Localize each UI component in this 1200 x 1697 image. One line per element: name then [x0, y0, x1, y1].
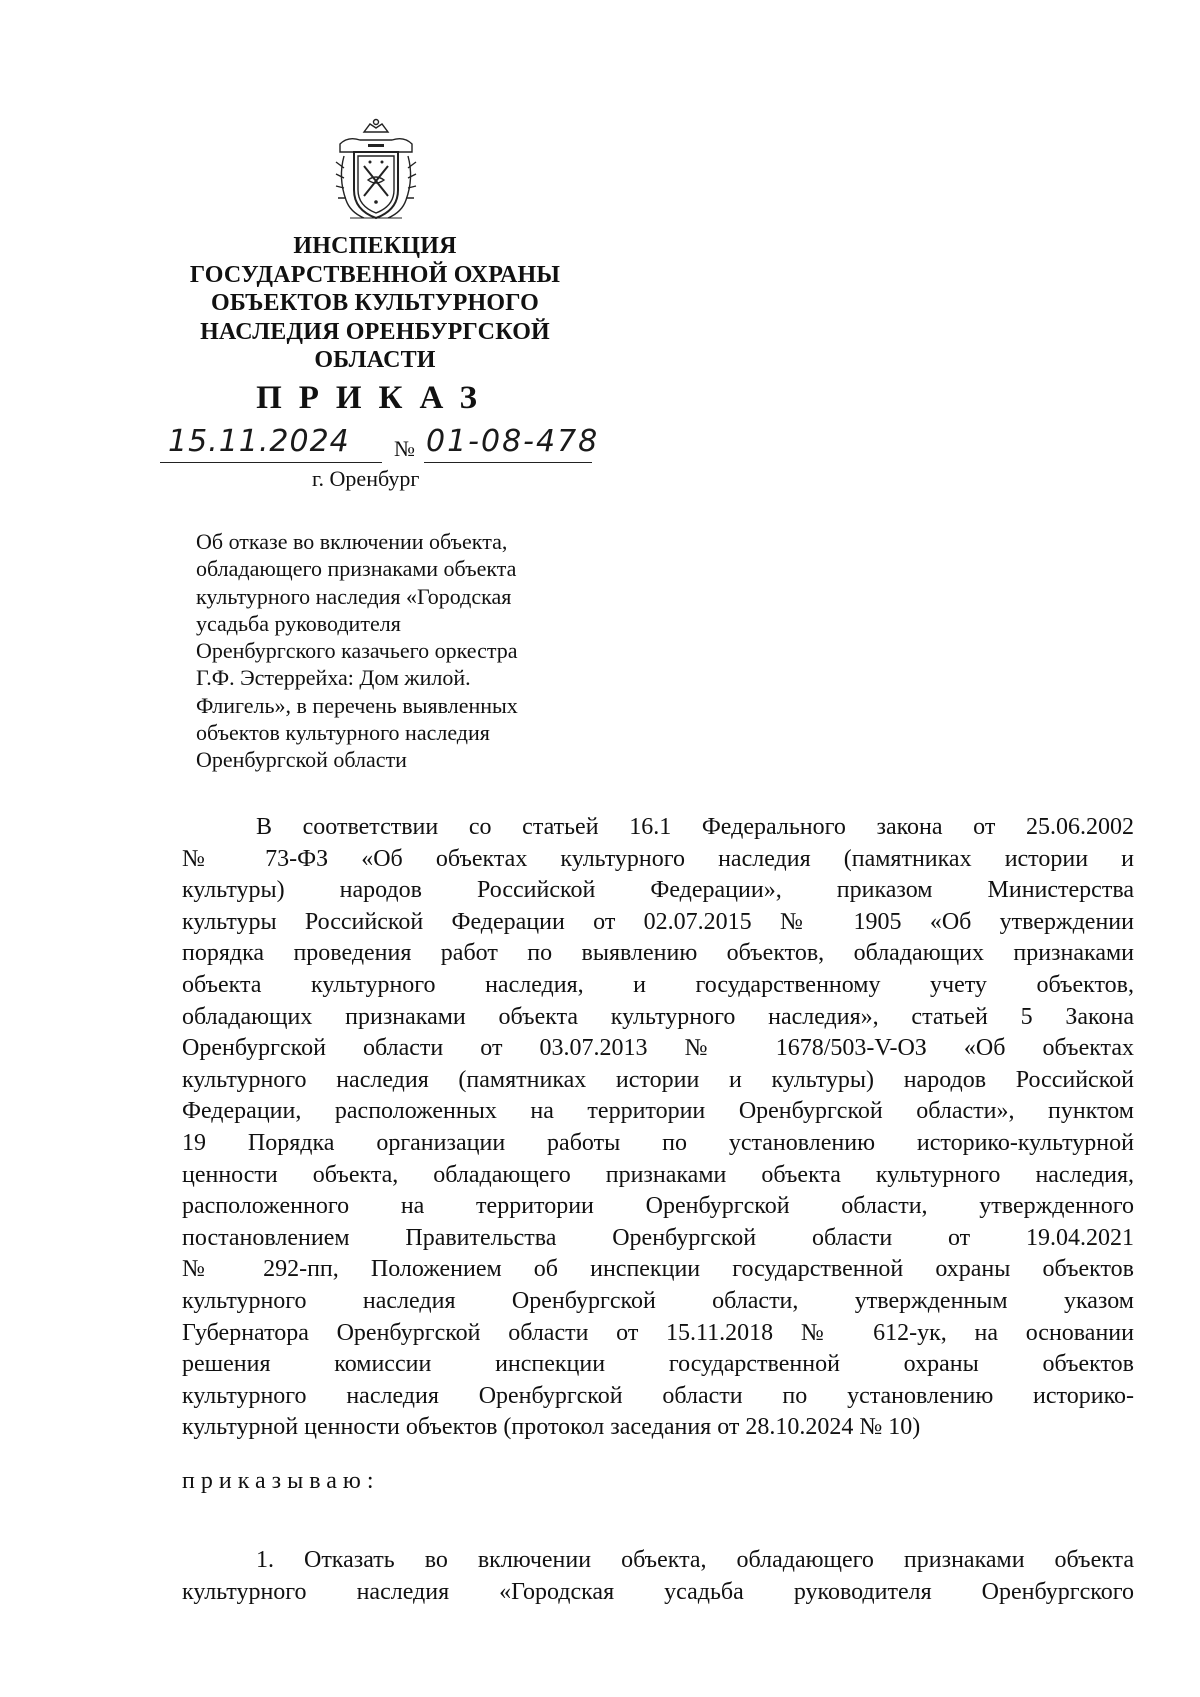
body-line: № 292-пп, Положением об инспекции государственной охраны объектов	[182, 1256, 1134, 1283]
body-line: культурного наследия (памятниках истории и культуры) народов Российской	[182, 1066, 1134, 1093]
body-line: ценности объекта, обладающего признаками объекта культурного наследия,	[182, 1161, 1134, 1188]
number-underline	[424, 462, 592, 463]
body-line: Губернатора Оренбургской области от 15.11.2018 № 612-ук, на основании	[182, 1319, 1134, 1346]
subject-line: Флигель», в перечень выявленных	[196, 692, 518, 718]
item-line: 1. Отказать во включении объекта, обладающего признаками объекта	[256, 1547, 1134, 1573]
body-line: порядка проведения работ по выявлению объектов, обладающих признаками	[182, 940, 1134, 967]
body-line: № 73-ФЗ «Об объектах культурного наследия (памятниках истории и	[182, 845, 1134, 872]
body-line: культурной ценности объектов (протокол заседания от 28.10.2024 № 10)	[182, 1414, 921, 1441]
subject-line: усадьба руководителя	[196, 610, 401, 636]
body-line: обладающих признаками объекта культурного наследия», статьей 5 Закона	[182, 1003, 1134, 1030]
body-line: решения комиссии инспекции государственной охраны объектов	[182, 1351, 1134, 1378]
subject-line: Оренбургской области	[196, 747, 407, 773]
org-line: ИНСПЕКЦИЯ	[293, 233, 457, 259]
body-line: Оренбургской области от 03.07.2013 № 1678/503-V-ОЗ «Об объектах	[182, 1035, 1134, 1062]
body-line: культурного наследия Оренбургской области по установлению историко-	[182, 1382, 1134, 1409]
coat-of-arms-icon	[330, 118, 422, 222]
body-line: постановлением Правительства Оренбургской области от 19.04.2021	[182, 1224, 1134, 1251]
date-underline	[160, 462, 382, 463]
order-subject	[196, 528, 576, 774]
document-type-title: ПРИКАЗ	[256, 380, 494, 416]
order-date: 15.11.2024	[168, 424, 350, 459]
org-line: ОБЪЕКТОВ КУЛЬТУРНОГО	[210, 290, 540, 316]
body-line: объекта культурного наследия, и государственному учету объектов,	[182, 971, 1134, 998]
body-line: 19 Порядка организации работы по установлению историко-культурной	[182, 1129, 1134, 1156]
number-sign: №	[394, 436, 415, 461]
subject-line: обладающего признаками объекта	[196, 556, 517, 582]
subject-line: Об отказе во включении объекта,	[196, 529, 508, 554]
organization-name	[150, 232, 600, 375]
subject-line: объектов культурного наследия	[196, 720, 490, 746]
body-line: культурного наследия Оренбургской области, утвержденным указом	[182, 1287, 1134, 1314]
org-line: ОБЛАСТИ	[314, 347, 436, 373]
order-directive-word: приказываю:	[182, 1468, 380, 1494]
item-line: культурного наследия «Городская усадьба руководителя Оренбургского	[182, 1578, 1134, 1605]
city-name: г. Оренбург	[312, 466, 420, 491]
preamble-paragraph	[182, 812, 1134, 1444]
subject-line: Оренбургского казачьего оркестра	[196, 638, 518, 664]
org-line: ГОСУДАРСТВЕННОЙ ОХРАНЫ	[189, 261, 561, 288]
body-line: культуры) народов Российской Федерации», приказом Министерства	[182, 877, 1134, 904]
body-line: культуры Российской Федерации от 02.07.2015 № 1905 «Об утверждении	[182, 908, 1134, 935]
body-line: расположенного на территории Оренбургской области, утвержденного	[182, 1193, 1134, 1220]
order-item-1	[182, 1545, 1134, 1608]
org-line: НАСЛЕДИЯ ОРЕНБУРГСКОЙ	[200, 318, 550, 345]
subject-line: Г.Ф. Эстеррейха: Дом жилой.	[196, 665, 471, 691]
body-line: В соответствии со статьей 16.1 Федерального закона от 25.06.2002	[256, 814, 1134, 840]
body-line: Федерации, расположенных на территории Оренбургской области», пунктом	[182, 1098, 1134, 1125]
subject-line: культурного наследия «Городская	[196, 583, 512, 609]
order-number: 01-08-478	[426, 424, 600, 459]
